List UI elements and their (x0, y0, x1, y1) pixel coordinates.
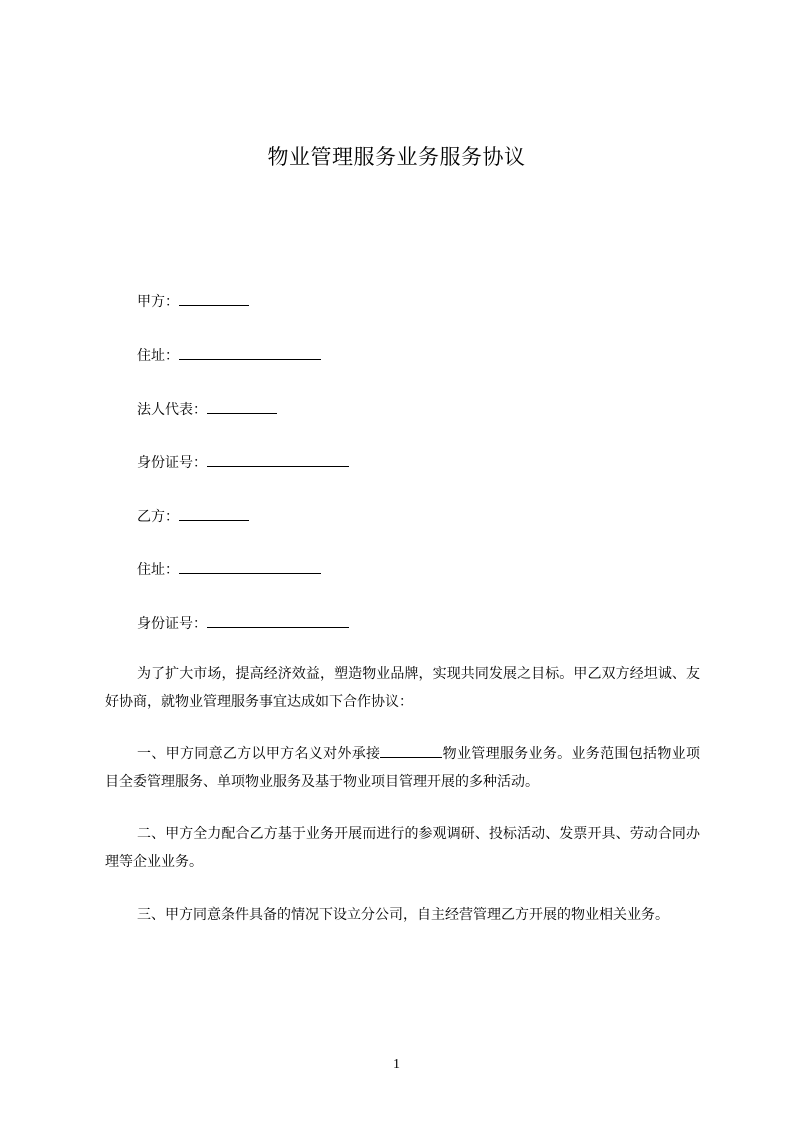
party-b-id-label: 身份证号： (137, 616, 207, 632)
clause-1-text-before: 一、甲方同意乙方以甲方名义对外承接 (137, 746, 381, 762)
party-b-id-field (137, 613, 349, 634)
party-a-id-field (137, 452, 349, 473)
party-a-address-blank (179, 345, 321, 360)
party-a-address-label: 住址： (137, 348, 179, 364)
legal-representative-blank (207, 399, 277, 414)
party-a-id-blank (207, 452, 349, 467)
party-a-label: 甲方： (137, 294, 179, 310)
party-a-id-label: 身份证号： (137, 455, 207, 471)
party-a-address-field (137, 345, 321, 366)
page-number: 1 (393, 1057, 400, 1072)
legal-representative-field (137, 399, 277, 420)
clause-1-paragraph (105, 740, 700, 796)
clause-1-text-after: 物业管理服务业务。业务范围包括物业项目全委管理服务、单项物业服务及基于物业项目管理开展的多种活动。 (105, 746, 700, 790)
party-a-blank (179, 291, 249, 306)
party-b-address-label: 住址： (137, 562, 179, 578)
document-title: 物业管理服务业务服务协议 (267, 145, 526, 169)
business-name-blank (380, 743, 442, 758)
party-b-label: 乙方： (137, 509, 179, 525)
party-b-address-blank (179, 559, 321, 574)
intro-paragraph: 为了扩大市场，提高经济效益，塑造物业品牌，实现共同发展之目标。甲乙双方经坦诚、友好协商，就物业管理服务事宜达成如下合作协议： (105, 666, 700, 710)
party-b-field (137, 506, 249, 527)
party-a-field (137, 291, 249, 312)
party-b-id-blank (207, 613, 349, 628)
party-b-address-field (137, 559, 321, 580)
legal-representative-label: 法人代表： (137, 402, 207, 418)
party-b-blank (179, 506, 249, 521)
clause-3-paragraph: 三、甲方同意条件具备的情况下设立分公司，自主经营管理乙方开展的物业相关业务。 (137, 907, 669, 923)
clause-2-paragraph: 二、甲方全力配合乙方基于业务开展而进行的参观调研、投标活动、发票开具、劳动合同办理等企业业务。 (105, 826, 700, 870)
